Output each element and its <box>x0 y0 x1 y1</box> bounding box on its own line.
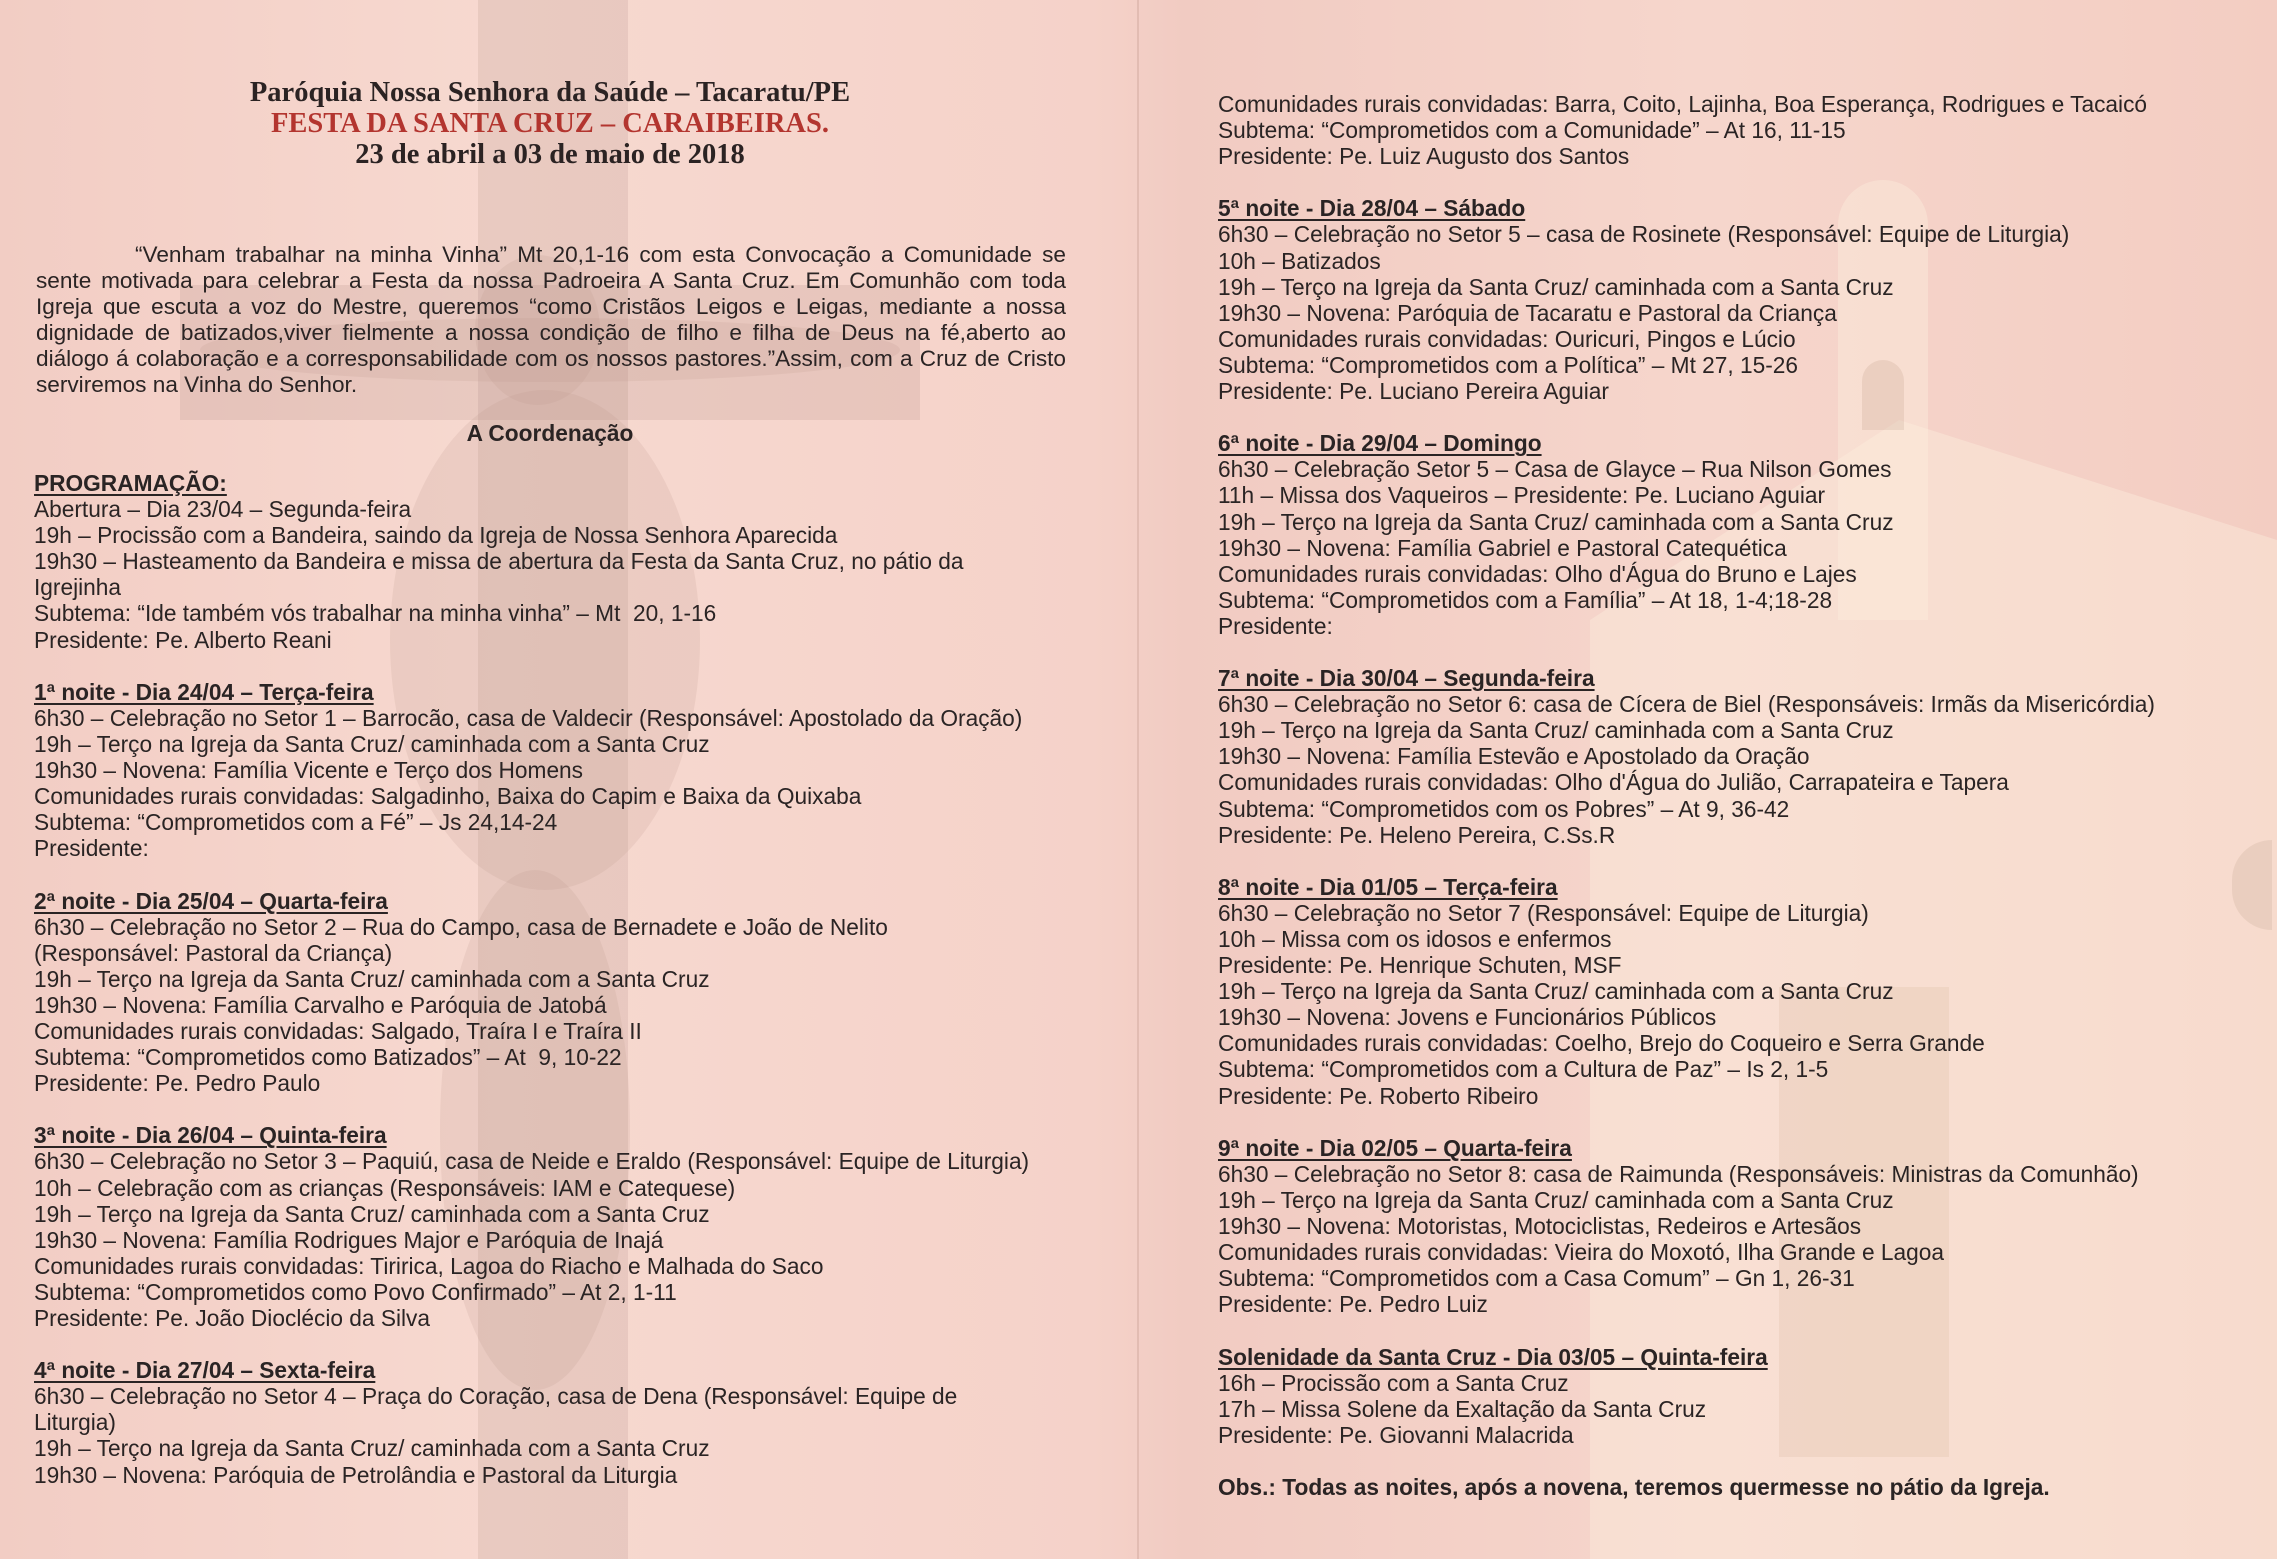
schedule-line: 19h30 – Novena: Motoristas, Motociclistas, Redeiros e Artesãos <box>1218 1213 1862 1240</box>
spacer <box>1218 848 2155 874</box>
night-8-heading: 8ª noite - Dia 01/05 – Terça-feira <box>1218 873 1558 900</box>
solemnity-heading: Solenidade da Santa Cruz - Dia 03/05 – Quinta-feira <box>1218 1343 1768 1370</box>
schedule-line: 6h30 – Celebração Setor 5 – Casa de Glayce – Rua Nilson Gomes <box>1218 456 1892 483</box>
schedule-line: Subtema: “Comprometidos com a Comunidade” – At 16, 11-15 <box>1218 117 1846 144</box>
schedule-line: Presidente: Pe. Luciano Pereira Aguiar <box>1218 378 1609 405</box>
schedule-line: 6h30 – Celebração no Setor 8: casa de Raimunda (Responsáveis: Ministras da Comunhão) <box>1218 1160 2139 1187</box>
schedule-line: 19h30 – Novena: Família Carvalho e Paróquia de Jatobá <box>34 991 607 1018</box>
schedule-line: Presidente: Pe. Henrique Schuten, MSF <box>1218 952 1622 979</box>
schedule-line: Presidente: Pe. João Dioclécio da Silva <box>34 1305 430 1331</box>
schedule-line: 17h – Missa Solene da Exaltação da Santa Cruz <box>1218 1395 1707 1422</box>
schedule-line: 6h30 – Celebração no Setor 6: casa de Cícera de Biel (Responsáveis: Irmãs da Misericórdia) <box>1218 691 2155 718</box>
schedule-line: 10h – Missa com os idosos e enfermos <box>1218 926 1612 952</box>
schedule-line: Subtema: “Comprometidos com a Casa Comum” – Gn 1, 26-31 <box>1218 1265 1855 1292</box>
schedule-line: Presidente: Pe. Alberto Reani <box>34 626 332 653</box>
schedule-line: Subtema: “Comprometidos com os Pobres” – At 9, 36-42 <box>1218 795 1790 822</box>
schedule-line: 6h30 – Celebração no Setor 1 – Barrocão, casa de Valdecir (Responsável: Apostolado da Oração) <box>34 704 1023 731</box>
schedule-line: 6h30 – Celebração no Setor 5 – casa de Rosinete (Responsável: Equipe de Liturgia) <box>1218 221 2070 248</box>
schedule-line: 6h30 – Celebração no Setor 4 – Praça do Coração, casa de Dena (Responsável: Equipe de <box>34 1383 958 1410</box>
schedule-line: Subtema: “Comprometidos como Povo Confirmado” – At 2, 1-11 <box>34 1278 677 1305</box>
parish-name: Paróquia Nossa Senhora da Saúde – Tacaratu/PE <box>249 77 851 108</box>
spacer <box>34 653 1029 679</box>
schedule-line: Presidente: Pe. Heleno Pereira, C.Ss.R <box>1218 821 1616 848</box>
schedule-line: Igrejinha <box>34 574 122 601</box>
schedule-line: 11h – Missa dos Vaqueiros – Presidente: Pe. Luciano Aguiar <box>1218 482 1826 509</box>
schedule-line: Subtema: “Comprometidos com a Fé” – Js 24,14-24 <box>34 809 558 836</box>
schedule-line: 19h30 – Hasteamento da Bandeira e missa de abertura da Festa da Santa Cruz, no pátio da <box>34 548 964 575</box>
schedule-line: 19h30 – Novena: Família Gabriel e Pastoral Catequética <box>1218 534 1787 561</box>
schedule-line: Subtema: “Ide também vós trabalhar na minha vinha” – Mt 20, 1-16 <box>34 600 717 627</box>
schedule-line: 19h – Terço na Igreja da Santa Cruz/ caminhada com a Santa Cruz <box>1218 1186 1894 1213</box>
intro-signature: A Coordenação <box>466 420 634 446</box>
schedule-line: Presidente: Pe. Roberto Ribeiro <box>1218 1082 1539 1109</box>
spacer <box>1218 639 2155 665</box>
spacer <box>1218 1109 2155 1135</box>
schedule-line: Presidente: <box>1218 612 1333 639</box>
spacer <box>34 861 1029 887</box>
night-2-heading: 2ª noite - Dia 25/04 – Quarta-feira <box>34 887 388 914</box>
schedule-line: 19h – Terço na Igreja da Santa Cruz/ caminhada com a Santa Cruz <box>1218 273 1894 300</box>
spacer <box>34 1096 1029 1122</box>
spacer <box>1218 1317 2155 1343</box>
schedule-line: 16h – Procissão com a Santa Cruz <box>1218 1369 1569 1396</box>
schedule-line: 19h – Terço na Igreja da Santa Cruz/ caminhada com a Santa Cruz <box>34 1435 710 1462</box>
night-5-heading: 5ª noite - Dia 28/04 – Sábado <box>1218 195 1526 222</box>
schedule-line: 10h – Batizados <box>1218 247 1381 274</box>
leaflet-header <box>0 77 1100 170</box>
spacer <box>1218 169 2155 195</box>
schedule-line: 19h – Terço na Igreja da Santa Cruz/ caminhada com a Santa Cruz <box>1218 978 1894 1005</box>
schedule-line: Comunidades rurais convidadas: Barra, Coito, Lajinha, Boa Esperança, Rodrigues e Tacaicó <box>1218 91 2148 117</box>
intro-line: “Venham trabalhar na minha Vinha” Mt 20,1-16 com esta Convocação a Comunidade se <box>135 242 1066 267</box>
schedule-right-column <box>1218 91 2155 1500</box>
schedule-line: Comunidades rurais convidadas: Tiririca, Lagoa do Riacho e Malhada do Saco <box>34 1252 824 1279</box>
spacer <box>1218 1448 2155 1474</box>
intro-line: diálogo á colaboração e a corresponsabilidade com os nossos pastores.”Assim, com a Cruz de Cristo <box>36 346 1066 372</box>
schedule-line: Presidente: Pe. Pedro Luiz <box>1218 1291 1488 1318</box>
schedule-line: 6h30 – Celebração no Setor 2 – Rua do Campo, casa de Bernadete e João de Nelito <box>34 913 888 940</box>
schedule-line: Subtema: “Comprometidos com a Política” – Mt 27, 15-26 <box>1218 351 1799 378</box>
schedule-line: 6h30 – Celebração no Setor 3 – Paquiú, casa de Neide e Eraldo (Responsável: Equipe de Liturgia) <box>34 1148 1030 1175</box>
closing-note: Obs.: Todas as noites, após a novena, teremos quermesse no pátio da Igreja. <box>1218 1473 2050 1500</box>
schedule-line: 19h – Terço na Igreja da Santa Cruz/ caminhada com a Santa Cruz <box>1218 508 1894 535</box>
spacer <box>1218 404 2155 430</box>
schedule-line: Comunidades rurais convidadas: Ouricuri, Pingos e Lúcio <box>1218 325 1796 352</box>
schedule-line: 10h – Celebração com as crianças (Responsáveis: IAM e Catequese) <box>34 1174 736 1201</box>
schedule-line: 19h30 – Novena: Paróquia de Tacaratu e Pastoral da Criança <box>1218 299 1837 326</box>
schedule-line: Comunidades rurais convidadas: Vieira do Moxotó, Ilha Grande e Lagoa <box>1218 1239 1945 1266</box>
schedule-line: 19h – Terço na Igreja da Santa Cruz/ caminhada com a Santa Cruz <box>1218 717 1894 744</box>
schedule-line: Presidente: Pe. Giovanni Malacrida <box>1218 1421 1574 1448</box>
festival-title: FESTA DA SANTA CRUZ – CARAIBEIRAS. <box>271 108 829 139</box>
intro-line: Igreja que escuta a voz do Mestre, queremos “como Cristãos Leigos e Leigas, mediante a nossa <box>36 294 1066 320</box>
schedule-line: 19h – Terço na Igreja da Santa Cruz/ caminhada com a Santa Cruz <box>34 1200 710 1227</box>
schedule-line: Liturgia) <box>34 1409 116 1436</box>
night-1-heading: 1ª noite - Dia 24/04 – Terça-feira <box>34 678 374 705</box>
night-3-heading: 3ª noite - Dia 26/04 – Quinta-feira <box>34 1122 387 1149</box>
schedule-line: 19h30 – Novena: Jovens e Funcionários Públicos <box>1218 1004 1717 1031</box>
schedule-line: 19h30 – Novena: Família Rodrigues Major e Paróquia de Inajá <box>34 1226 664 1253</box>
schedule-line: 19h – Procissão com a Bandeira, saindo da Igreja de Nossa Senhora Aparecida <box>34 522 838 549</box>
night-4-heading: 4ª noite - Dia 27/04 – Sexta-feira <box>34 1357 376 1384</box>
intro-line: dignidade de batizados,viver fielmente a nossa condição de filho e filha de Deus na fé,aberto ao <box>36 320 1066 346</box>
schedule-line: Presidente: Pe. Luiz Augusto dos Santos <box>1218 143 1630 170</box>
spacer <box>34 1331 1029 1357</box>
schedule-line: Comunidades rurais convidadas: Coelho, Brejo do Coqueiro e Serra Grande <box>1218 1030 1985 1057</box>
program-title: PROGRAMAÇÃO: <box>34 470 227 496</box>
schedule-line: (Responsável: Pastoral da Criança) <box>34 939 393 966</box>
schedule-line: 6h30 – Celebração no Setor 7 (Responsável: Equipe de Liturgia) <box>1218 899 1869 926</box>
schedule-line: Subtema: “Comprometidos com a Cultura de Paz” – Is 2, 1-5 <box>1218 1056 1829 1083</box>
schedule-line: 19h – Terço na Igreja da Santa Cruz/ caminhada com a Santa Cruz <box>34 730 710 757</box>
schedule-line: Comunidades rurais convidadas: Olho d'Água do Julião, Carrapateira e Tapera <box>1218 769 2009 796</box>
schedule-line: 19h – Terço na Igreja da Santa Cruz/ caminhada com a Santa Cruz <box>34 965 710 992</box>
schedule-line: 19h30 – Novena: Família Vicente e Terço dos Homens <box>34 757 584 784</box>
schedule-line: Subtema: “Comprometidos com a Família” – At 18, 1-4;18-28 <box>1218 586 1833 613</box>
schedule-line: Comunidades rurais convidadas: Olho d'Água do Bruno e Lajes <box>1218 560 1857 587</box>
schedule-line: Subtema: “Comprometidos como Batizados” – At 9, 10-22 <box>34 1044 622 1071</box>
schedule-left-column <box>34 470 1029 1488</box>
center-fold <box>1137 0 1139 1559</box>
night-6-heading: 6ª noite - Dia 29/04 – Domingo <box>1218 430 1542 457</box>
opening-heading: Abertura – Dia 23/04 – Segunda-feira <box>34 496 412 523</box>
night-7-heading: 7ª noite - Dia 30/04 – Segunda-feira <box>1218 665 1595 692</box>
schedule-line: 19h30 – Novena: Paróquia de Petrolândia e Pastoral da Liturgia <box>34 1461 678 1488</box>
schedule-line: Comunidades rurais convidadas: Salgadinho, Baixa do Capim e Baixa da Quixaba <box>34 783 862 810</box>
festival-dates: 23 de abril a 03 de maio de 2018 <box>355 139 745 170</box>
schedule-line: Presidente: <box>34 835 149 862</box>
intro-line: serviremos na Vinha do Senhor. <box>36 372 358 398</box>
schedule-line: Comunidades rurais convidadas: Salgado, Traíra I e Traíra II <box>34 1017 642 1044</box>
schedule-line: Presidente: Pe. Pedro Paulo <box>34 1070 321 1097</box>
intro-paragraph <box>36 242 1066 399</box>
night-9-heading: 9ª noite - Dia 02/05 – Quarta-feira <box>1218 1134 1572 1161</box>
intro-line: sente motivada para celebrar a Festa da nossa Padroeira A Santa Cruz. Em Comunhão com toda <box>36 268 1066 294</box>
schedule-line: 19h30 – Novena: Família Estevão e Apostolado da Oração <box>1218 743 1810 770</box>
